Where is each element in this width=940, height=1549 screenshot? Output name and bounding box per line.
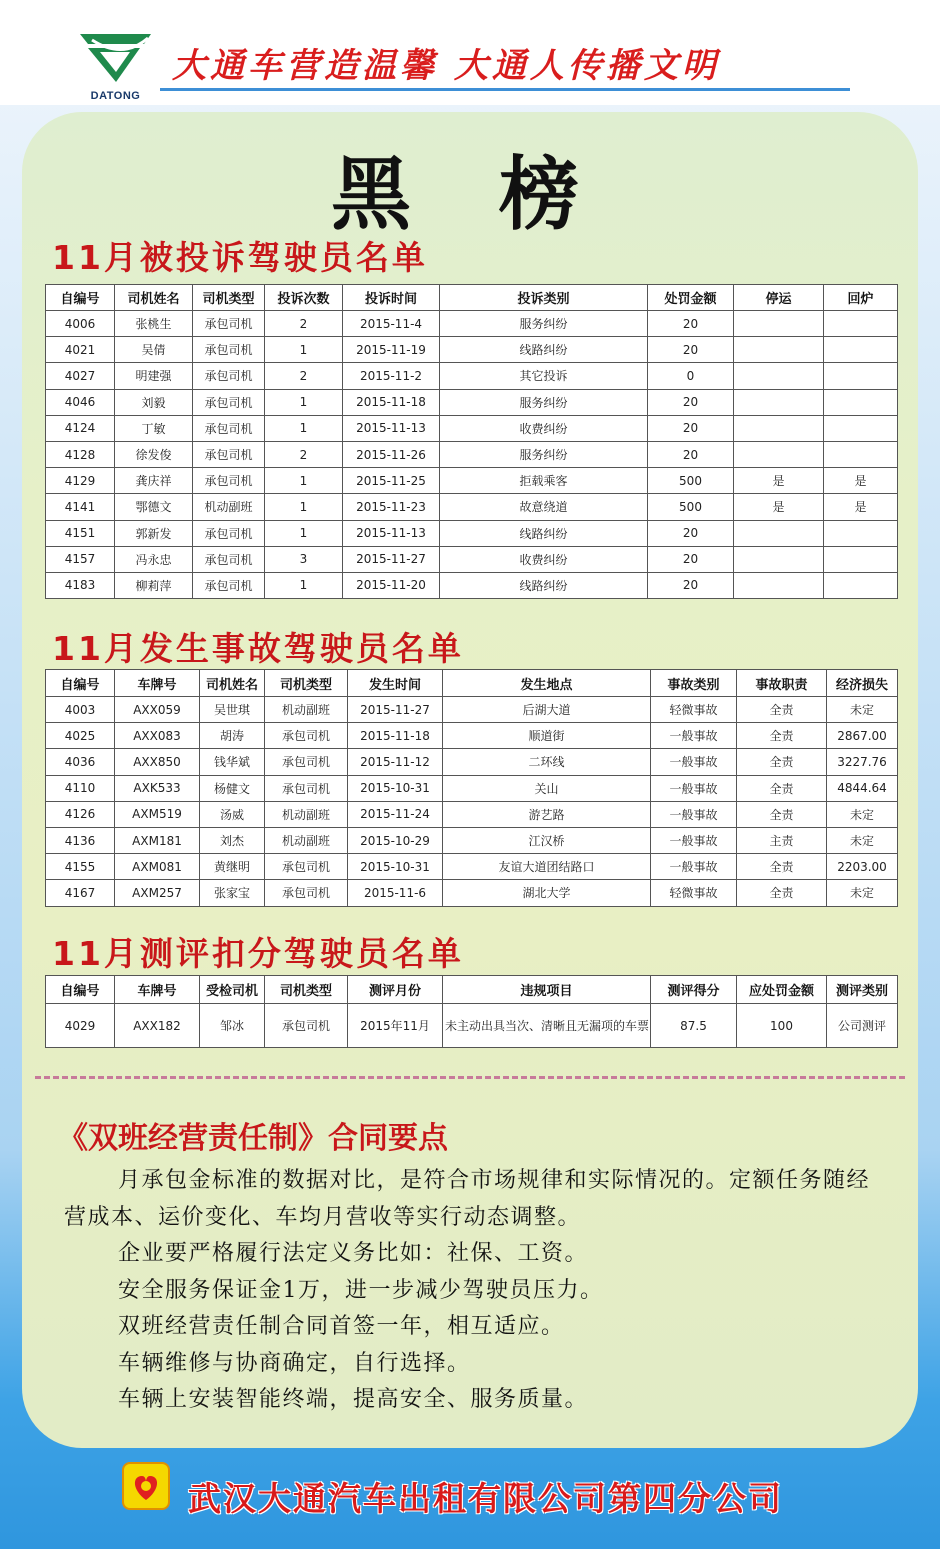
evaluation-table [45, 975, 898, 1048]
table-cell: 杨健文 [200, 775, 265, 801]
table-cell: 2203.00 [827, 854, 898, 880]
table-cell: 2015-11-12 [348, 749, 443, 775]
datong-logo-icon [78, 30, 153, 85]
table-cell: AXM257 [115, 880, 200, 906]
table-cell: 4006 [46, 311, 115, 337]
table-cell: 1 [265, 520, 343, 546]
table-cell: 1 [265, 572, 343, 598]
table-cell: 2015-11-23 [343, 494, 440, 520]
table-cell: 吴倩 [115, 337, 193, 363]
table-row [46, 520, 898, 546]
table-cell: 未主动出具当次、清晰且无漏项的车票 [443, 1004, 651, 1048]
table-cell: 机动副班 [265, 827, 348, 853]
table-cell: 20 [648, 546, 734, 572]
table-cell: 4183 [46, 572, 115, 598]
table-cell: 一般事故 [651, 854, 737, 880]
column-header: 测评月份 [348, 976, 443, 1004]
table-cell: 2 [265, 363, 343, 389]
column-header: 司机类型 [265, 670, 348, 697]
table-cell: AXX182 [115, 1004, 200, 1048]
header [0, 0, 940, 105]
table-cell [824, 520, 898, 546]
table-cell: 收费纠纷 [440, 546, 648, 572]
table-cell [734, 441, 824, 467]
table-cell: 4036 [46, 749, 115, 775]
column-header: 自编号 [46, 670, 115, 697]
table-cell: AXM519 [115, 801, 200, 827]
table-cell [824, 363, 898, 389]
table-cell: 2015-11-18 [343, 389, 440, 415]
column-header: 司机姓名 [115, 285, 193, 311]
table-cell [824, 337, 898, 363]
table-cell: 2015-11-26 [343, 441, 440, 467]
table-cell: 承包司机 [193, 311, 265, 337]
table-cell: 2015-11-4 [343, 311, 440, 337]
table-cell: 故意绕道 [440, 494, 648, 520]
table-cell: 二环线 [443, 749, 651, 775]
table-cell: 一般事故 [651, 749, 737, 775]
table-cell: 4046 [46, 389, 115, 415]
column-header: 自编号 [46, 285, 115, 311]
table-cell [734, 572, 824, 598]
table-cell: 1 [265, 389, 343, 415]
table-row [46, 468, 898, 494]
table-cell: 其它投诉 [440, 363, 648, 389]
page-title: 黑 榜 [331, 148, 609, 241]
table-cell: 全责 [737, 723, 827, 749]
table-cell: 2015-11-20 [343, 572, 440, 598]
column-header: 经济损失 [827, 670, 898, 697]
table-cell: 4003 [46, 697, 115, 723]
table-row [46, 697, 898, 723]
table-cell: 线路纠纷 [440, 520, 648, 546]
table-row [46, 1004, 898, 1048]
table-cell: 刘杰 [200, 827, 265, 853]
table-row [46, 311, 898, 337]
table-cell: 4151 [46, 520, 115, 546]
table-cell: 汤威 [200, 801, 265, 827]
table-cell: AXM181 [115, 827, 200, 853]
table-cell: AXX850 [115, 749, 200, 775]
table-cell: 2015-11-2 [343, 363, 440, 389]
table-cell: 3227.76 [827, 749, 898, 775]
table-cell: 后湖大道 [443, 697, 651, 723]
table-row [46, 337, 898, 363]
table-cell: 承包司机 [193, 415, 265, 441]
table-cell: 承包司机 [193, 546, 265, 572]
evaluation-title: 11月测评扣分驾驶员名单 [52, 934, 464, 973]
table-cell: 20 [648, 389, 734, 415]
column-header: 停运 [734, 285, 824, 311]
table-row [46, 827, 898, 853]
table-cell: 是 [824, 468, 898, 494]
contract-paragraph: 双班经营责任制合同首签一年，相互适应。 [118, 1314, 565, 1339]
table-cell: 轻微事故 [651, 697, 737, 723]
table-cell: 4157 [46, 546, 115, 572]
table-cell: 4021 [46, 337, 115, 363]
table-cell: 一般事故 [651, 827, 737, 853]
column-header: 自编号 [46, 976, 115, 1004]
column-header: 测评得分 [651, 976, 737, 1004]
table-cell: 未定 [827, 880, 898, 906]
table-cell: 1 [265, 415, 343, 441]
table-cell: 公司测评 [827, 1004, 898, 1048]
table-cell [824, 546, 898, 572]
table-cell: 4129 [46, 468, 115, 494]
table-row [46, 389, 898, 415]
column-header: 车牌号 [115, 670, 200, 697]
table-cell: 2015-11-13 [343, 520, 440, 546]
contract-paragraph: 企业要严格履行法定义务比如：社保、工资。 [118, 1241, 589, 1266]
table-cell: 500 [648, 468, 734, 494]
table-cell: 承包司机 [193, 441, 265, 467]
table-row [46, 801, 898, 827]
table-cell: 4141 [46, 494, 115, 520]
header-rule [160, 88, 850, 91]
table-cell: 鄂德文 [115, 494, 193, 520]
table-cell: 4110 [46, 775, 115, 801]
column-header: 受检司机 [200, 976, 265, 1004]
table-row [46, 749, 898, 775]
column-header: 处罚金额 [648, 285, 734, 311]
column-header: 事故类别 [651, 670, 737, 697]
table-cell: 张家宝 [200, 880, 265, 906]
table-cell: 张桃生 [115, 311, 193, 337]
contract-paragraph: 安全服务保证金1万，进一步减少驾驶员压力。 [118, 1277, 604, 1303]
table-cell: 4128 [46, 441, 115, 467]
table-cell: 全责 [737, 854, 827, 880]
table-cell: 未定 [827, 697, 898, 723]
table-cell: 2015-11-6 [348, 880, 443, 906]
table-cell: 全责 [737, 749, 827, 775]
table-cell: 轻微事故 [651, 880, 737, 906]
table-cell [734, 546, 824, 572]
table-cell: 一般事故 [651, 723, 737, 749]
table-cell: 20 [648, 415, 734, 441]
table-cell: 是 [824, 494, 898, 520]
table-cell: 龚庆祥 [115, 468, 193, 494]
table-cell: 全责 [737, 697, 827, 723]
table-cell: 2 [265, 441, 343, 467]
table-cell: 20 [648, 337, 734, 363]
logo-text: DATONG [90, 90, 141, 102]
table-cell: 徐发俊 [115, 441, 193, 467]
table-cell: 吴世琪 [200, 697, 265, 723]
table-cell: 主责 [737, 827, 827, 853]
table-cell: 全责 [737, 775, 827, 801]
table-cell: 20 [648, 572, 734, 598]
table-cell: 服务纠纷 [440, 389, 648, 415]
table-cell: 4124 [46, 415, 115, 441]
table-cell: 3 [265, 546, 343, 572]
table-cell: 4844.64 [827, 775, 898, 801]
table-cell: 是 [734, 468, 824, 494]
table-cell: 2015-11-25 [343, 468, 440, 494]
table-cell: 承包司机 [193, 337, 265, 363]
table-cell: 1 [265, 468, 343, 494]
table-cell: 0 [648, 363, 734, 389]
column-header: 投诉次数 [265, 285, 343, 311]
column-header: 发生地点 [443, 670, 651, 697]
table-cell: 承包司机 [193, 572, 265, 598]
table-cell: 100 [737, 1004, 827, 1048]
table-cell: 承包司机 [265, 749, 348, 775]
column-header: 司机类型 [265, 976, 348, 1004]
table-cell: 游艺路 [443, 801, 651, 827]
column-header: 违规项目 [443, 976, 651, 1004]
column-header: 车牌号 [115, 976, 200, 1004]
table-cell [734, 363, 824, 389]
table-cell [734, 389, 824, 415]
table-cell: 2015-11-27 [343, 546, 440, 572]
column-header: 回炉 [824, 285, 898, 311]
table-cell: 2867.00 [827, 723, 898, 749]
contract-paragraph: 车辆维修与协商确定，自行选择。 [118, 1350, 471, 1376]
table-cell: 黄继明 [200, 854, 265, 880]
table-cell: 1 [265, 494, 343, 520]
table-cell: 拒载乘客 [440, 468, 648, 494]
table-cell: 2015-11-18 [348, 723, 443, 749]
table-cell [824, 389, 898, 415]
table-cell: 湖北大学 [443, 880, 651, 906]
column-header: 投诉类别 [440, 285, 648, 311]
table-row [46, 494, 898, 520]
column-header: 司机类型 [193, 285, 265, 311]
table-cell: 4025 [46, 723, 115, 749]
table-cell: 1 [265, 337, 343, 363]
table-cell: 江汉桥 [443, 827, 651, 853]
accidents-table [45, 669, 898, 907]
table-cell: 胡涛 [200, 723, 265, 749]
table-cell: 承包司机 [265, 775, 348, 801]
table-cell: AXM081 [115, 854, 200, 880]
table-row [46, 363, 898, 389]
table-cell: 一般事故 [651, 801, 737, 827]
table-cell: 顺道街 [443, 723, 651, 749]
column-header: 测评类别 [827, 976, 898, 1004]
datong-logo [73, 30, 158, 104]
table-cell: 柳莉萍 [115, 572, 193, 598]
table-cell: 友谊大道团结路口 [443, 854, 651, 880]
table-cell: 承包司机 [193, 520, 265, 546]
table-cell [824, 311, 898, 337]
table-cell: 20 [648, 441, 734, 467]
table-cell: 一般事故 [651, 775, 737, 801]
contract-paragraph: 车辆上安装智能终端，提高安全、服务质量。 [118, 1387, 589, 1412]
table-cell: 丁敏 [115, 415, 193, 441]
table-cell: 2015-10-31 [348, 854, 443, 880]
table-cell: 2015-11-24 [348, 801, 443, 827]
table-cell [824, 415, 898, 441]
contract-title: 《双班经营责任制》合同要点 [58, 1121, 448, 1156]
table-cell: 全责 [737, 801, 827, 827]
table-cell: 承包司机 [265, 1004, 348, 1048]
table-cell: 郭新发 [115, 520, 193, 546]
table-cell: 4126 [46, 801, 115, 827]
table-cell: 服务纠纷 [440, 311, 648, 337]
table-cell [824, 441, 898, 467]
table-cell [824, 572, 898, 598]
column-header: 应处罚金额 [737, 976, 827, 1004]
table-cell: 承包司机 [193, 363, 265, 389]
table-row [46, 572, 898, 598]
table-cell [734, 520, 824, 546]
table-cell: 全责 [737, 880, 827, 906]
column-header: 司机姓名 [200, 670, 265, 697]
table-cell: 机动副班 [265, 801, 348, 827]
table-cell: 2015-11-13 [343, 415, 440, 441]
table-cell: 4167 [46, 880, 115, 906]
table-cell: 2 [265, 311, 343, 337]
table-cell: 87.5 [651, 1004, 737, 1048]
table-row [46, 854, 898, 880]
table-cell: 明建强 [115, 363, 193, 389]
table-cell: 20 [648, 311, 734, 337]
table-cell: 关山 [443, 775, 651, 801]
table-cell: 2015-11-19 [343, 337, 440, 363]
table-cell: 承包司机 [265, 723, 348, 749]
table-cell [734, 337, 824, 363]
column-header: 投诉时间 [343, 285, 440, 311]
company-badge-icon [122, 1462, 170, 1510]
table-cell: 4027 [46, 363, 115, 389]
table-row [46, 546, 898, 572]
table-cell: 是 [734, 494, 824, 520]
slogan: 大通车营造温馨 大通人传播文明 [172, 46, 720, 86]
table-row [46, 415, 898, 441]
table-cell [734, 311, 824, 337]
table-cell: 500 [648, 494, 734, 520]
table-cell: 服务纠纷 [440, 441, 648, 467]
table-cell: 刘毅 [115, 389, 193, 415]
table-cell: 承包司机 [193, 468, 265, 494]
column-header: 发生时间 [348, 670, 443, 697]
table-cell: 钱华斌 [200, 749, 265, 775]
table-cell: 4029 [46, 1004, 115, 1048]
table-cell: 邹冰 [200, 1004, 265, 1048]
table-row [46, 775, 898, 801]
table-cell: 4136 [46, 827, 115, 853]
complaints-title: 11月被投诉驾驶员名单 [52, 238, 428, 277]
table-cell: 2015-10-29 [348, 827, 443, 853]
table-cell: 线路纠纷 [440, 337, 648, 363]
table-row [46, 880, 898, 906]
table-cell: 收费纠纷 [440, 415, 648, 441]
contract-body [64, 1163, 884, 1419]
table-cell: 机动副班 [193, 494, 265, 520]
column-header: 事故职责 [737, 670, 827, 697]
table-cell: 冯永忠 [115, 546, 193, 572]
table-cell: 未定 [827, 827, 898, 853]
table-cell: 线路纠纷 [440, 572, 648, 598]
complaints-table [45, 284, 898, 599]
table-cell: AXK533 [115, 775, 200, 801]
table-cell: 2015年11月 [348, 1004, 443, 1048]
table-cell: 承包司机 [265, 880, 348, 906]
accidents-title: 11月发生事故驾驶员名单 [52, 629, 464, 668]
table-row [46, 723, 898, 749]
table-cell: 未定 [827, 801, 898, 827]
table-cell: 承包司机 [193, 389, 265, 415]
table-cell: AXX083 [115, 723, 200, 749]
table-row [46, 441, 898, 467]
table-cell: 2015-10-31 [348, 775, 443, 801]
table-cell: 承包司机 [265, 854, 348, 880]
table-cell: 机动副班 [265, 697, 348, 723]
table-cell: 2015-11-27 [348, 697, 443, 723]
table-cell: 20 [648, 520, 734, 546]
table-cell [734, 415, 824, 441]
table-cell: AXX059 [115, 697, 200, 723]
section-divider [35, 1076, 905, 1079]
company-name: 武汉大通汽车出租有限公司第四分公司 [188, 1479, 783, 1518]
table-cell: 4155 [46, 854, 115, 880]
contract-paragraph: 月承包金标准的数据对比，是符合市场规律和实际情况的。定额任务随经营成本、运价变化、车均月营收等实行动态调整。 [64, 1168, 871, 1230]
